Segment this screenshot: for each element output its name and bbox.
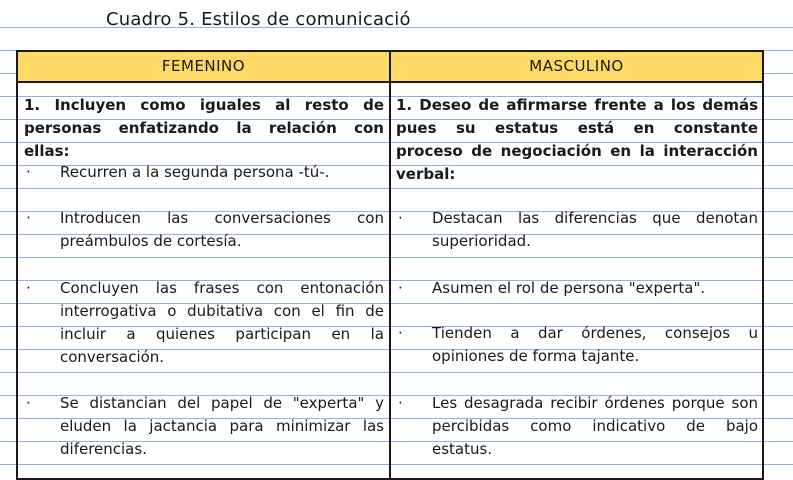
masculino-item-4: Les desagrada recibir órdenes porque son percibidas como indicativo de bajo estatus. — [432, 394, 758, 458]
masculino-item-3: Tienden a dar órdenes, consejos u opiniones de forma tajante. — [432, 324, 758, 365]
femenino-item-4: Se distancian del papel de "experta" y eluden la jactancia para minimizar las diferencias. — [60, 394, 384, 458]
bullet-marker: · — [398, 209, 403, 227]
bullet-marker: · — [398, 279, 403, 297]
masculino-item-1: Destacan las diferencias que denotan superioridad. — [432, 209, 758, 250]
bullet-marker: · — [398, 394, 403, 412]
bullet-marker: · — [26, 279, 31, 297]
femenino-item-1: Recurren a la segunda persona -tú-. — [60, 163, 330, 181]
bullet-marker: · — [398, 324, 403, 342]
header-masculino: MASCULINO — [529, 57, 624, 75]
masculino-intro: 1. Deseo de afirmarse frente a los demás pues su estatus está en constante proceso de negociación en la interacción verbal: — [396, 96, 758, 183]
header-femenino: FEMENINO — [161, 57, 246, 75]
bullet-marker: · — [26, 394, 31, 412]
femenino-item-2: Introducen las conversaciones con preámbulos de cortesía. — [60, 209, 384, 250]
femenino-item-3: Concluyen las frases con entonación interrogativa o dubitativa con el fin de incluir a quienes participan en la conversación. — [60, 279, 384, 366]
masculino-item-2: Asumen el rol de persona "experta". — [432, 279, 706, 297]
bullet-marker: · — [26, 209, 31, 227]
column-divider — [389, 52, 391, 478]
bullet-marker: · — [26, 163, 31, 181]
table-caption: Cuadro 5. Estilos de comunicació — [106, 9, 411, 30]
femenino-intro: 1. Incluyen como iguales al resto de personas enfatizando la relación con ellas: — [24, 96, 384, 160]
comparison-table — [16, 50, 764, 480]
